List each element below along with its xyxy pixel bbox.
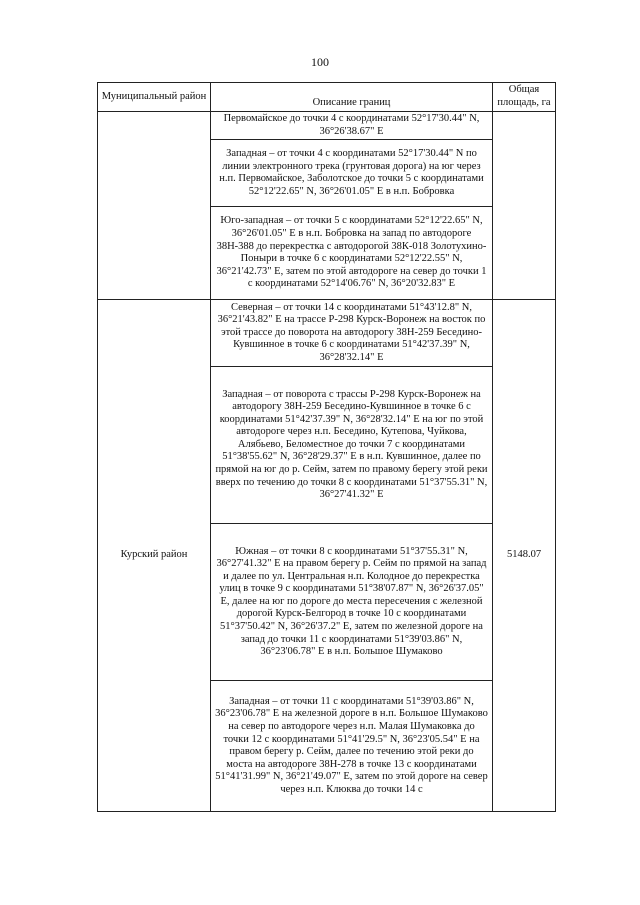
header-description: Описание границ (211, 83, 493, 112)
boundary-description: Северная – от точки 14 с координатами 51°43'12.8" N, 36°21'43.82" E на трассе Р-298 Курск-Воронеж на восток по этой трассе до поворота на автодорогу 38Н-259 Беседино-Кувшинное в точке 6 с координатами 51°42'37.39" N, 36°28'32.14" E (211, 300, 493, 367)
page-number: 100 (311, 55, 329, 69)
table-row (98, 300, 556, 367)
boundary-description: Западная – от поворота с трассы Р-298 Курск-Воронеж на автодорогу 38Н-259 Беседино-Кувшинное в точке 6 с координатами 51°42'37.39" N, 36°28'32.14" E на юг по этой автодороге через н.п. Беседино, Кутепова, Чуйкова, Алябьево, Беломестное до точки 7 с координатами 51°38'55.62" N, 36°28'29.37" E в н.п. Кувшинное, далее по прямой на юг до р. Сейм, затем по правому берегу этой реки вверх по течению до точки 8 с координатами 51°37'55.31" N, 36°27'41.32" E (211, 367, 493, 524)
boundary-description: Юго-западная – от точки 5 с координатами 52°12'22.65" N, 36°26'01.05" E в н.п. Бобровка на запад по автодороге 38Н-388 до перекрестка с автодорогой 38К-018 Золотухино-Поныри в точке 6 с координатами 52°12'22.55" N, 36°21'42.73" E, затем по этой автодороге на север до точки 1 с координатами 52°14'06.76" N, 36°20'32.83" E (211, 207, 493, 300)
header-district: Муниципальный район (98, 83, 211, 112)
district-cell-continued (98, 112, 211, 300)
boundaries-table (97, 82, 556, 812)
boundary-description: Первомайское до точки 4 с координатами 52°17'30.44" N, 36°26'38.67" E (211, 112, 493, 140)
total-area-value: 5148.07 (493, 300, 556, 812)
boundary-description: Западная – от точки 4 с координатами 52°17'30.44" N по линии электронного трека (грунтовая дорога) на юг через н.п. Первомайское, Заболотское до точки 5 с координатами 52°12'22.65" N, 36°26'01.05" E в н.п. Бобровка (211, 140, 493, 207)
boundary-description: Западная – от точки 11 с координатами 51°39'03.86" N, 36°23'06.78" E на железной дороге в н.п. Большое Шумаково на север по автодороге через н.п. Малая Шумаковка до точки 12 с координатами 51°41'29.5" N, 36°23'05.54" E на правом берегу р. Сейм, далее по течению этой реки до моста на автодороге 38Н-278 в точке 13 с координатами 51°41'31.99" N, 36°21'49.07" E, затем по этой дороге на север через н.п. Клюква до точки 14 с (211, 681, 493, 812)
table-row (98, 112, 556, 140)
header-area: Общая площадь, га (493, 83, 556, 112)
area-cell-continued (493, 112, 556, 300)
district-name-kursky: Курский район (98, 300, 211, 812)
boundary-description: Южная – от точки 8 с координатами 51°37'55.31" N, 36°27'41.32" E на правом берегу р. Сейм по прямой на запад и далее по ул. Центральная н.п. Колодное до перекрестка улиц в точке 9 с координатами 51°38'07.87" N, 36°26'37.05" E, далее на юг по дороге до места пересечения с железной дорогой Курск-Белгород в точке 10 с координатами 51°37'50.42" N, 36°26'37.2" E, затем по железной дороге на запад до точки 11 с координатами 51°39'03.86" N, 36°23'06.78" E в н.п. Большое Шумаково (211, 524, 493, 681)
table-header-row (98, 83, 556, 112)
